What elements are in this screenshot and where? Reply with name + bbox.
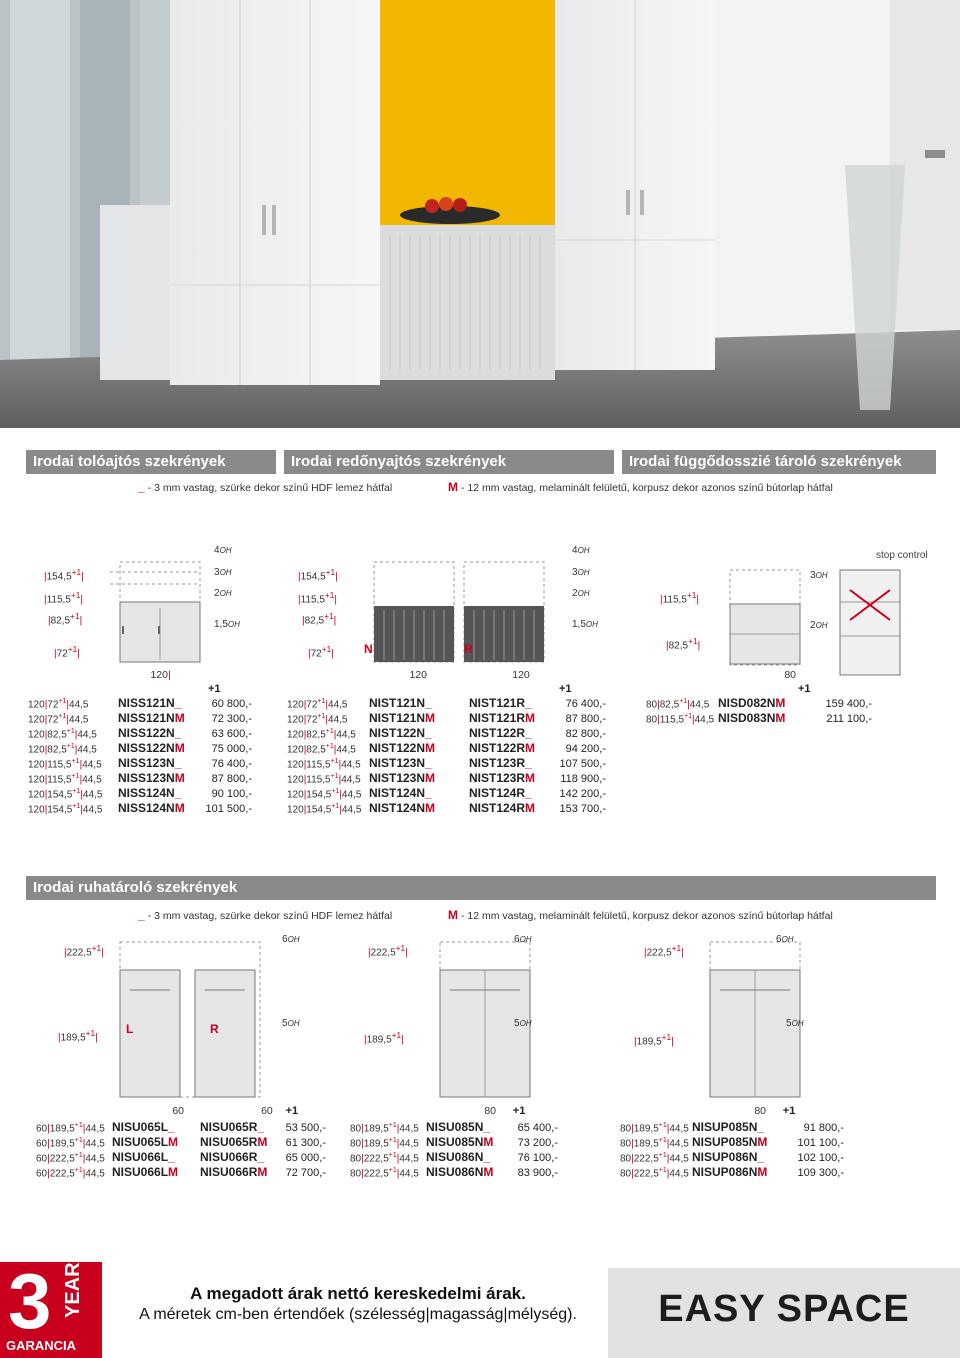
row-dimension: $120|82,5^{+1}|44,5$ [287, 743, 356, 756]
product-code: NIST122N_ [369, 726, 432, 741]
oh-5-2-num: 5 [514, 1018, 520, 1029]
dim-h189-1: $|189,5^{+1}|$ [58, 1028, 98, 1044]
product-code: NISUP086N_ [692, 1150, 765, 1165]
product-code: NIST123RM [469, 771, 536, 786]
row-dimension: $120|115,5^{+1}|44,5$ [28, 773, 102, 786]
table-row [350, 1133, 610, 1148]
product-code: NIST124NM [369, 801, 436, 816]
diagram-wardrobe-80p [630, 930, 830, 1100]
price: 211 100,- [826, 713, 872, 726]
product-code: NISS121NM [118, 711, 185, 726]
dim-h82-2-text: 82,5 [304, 615, 325, 627]
dim-h115-3-text: 115,5 [662, 594, 687, 606]
dim-h222-2-text: 222,5 [370, 947, 396, 959]
dim-h115-2: $|115,5^{+1}|$ [298, 590, 338, 606]
oh-4-1-num: 4 [214, 545, 220, 556]
diagram-wardrobe-60 [50, 930, 310, 1100]
row-dimension: $120|115,5^{+1}|44,5$ [287, 773, 361, 786]
product-code: NISU066LM [112, 1165, 179, 1180]
oh-3-1-num: 3 [214, 567, 220, 578]
product-code: NISD082NM [718, 696, 786, 711]
table-filing-col: +1 [798, 683, 811, 695]
price: 153 700,- [559, 803, 606, 816]
section-header-wardrobe: Irodai ruhatároló szekrények [26, 876, 936, 900]
dim-h82-2: $|82,5^{+1}|$ [302, 611, 337, 627]
legend-hdf-text: - 3 mm vastag, szürke dekor színű HDF lemez hátfal [147, 482, 393, 494]
price: 76 400,- [565, 698, 606, 711]
price: 94 200,- [565, 743, 606, 756]
table-tambour [287, 668, 617, 814]
product-code: NISU065R_ [200, 1120, 265, 1135]
legend-melamine-2 [448, 908, 833, 922]
row-dimension: $120|154,5^{+1}|44,5$ [287, 788, 362, 801]
oh-3-3-suffix: OH [815, 571, 828, 580]
table-row [646, 709, 946, 724]
row-dimension: $120|82,5^{+1}|44,5$ [28, 743, 97, 756]
product-code: NIST122R_ [469, 726, 532, 741]
oh-6-3 [776, 934, 794, 945]
table-tambour-width-n: 120 [409, 669, 427, 681]
table-w3-width: 80 [754, 1105, 766, 1117]
price: 73 200,- [517, 1137, 558, 1150]
oh-3-1-suffix: OH [219, 568, 232, 577]
row-dimension: $120|82,5^{+1}|44,5$ [287, 728, 356, 741]
price: 65 400,- [517, 1122, 558, 1135]
oh-5-2 [514, 1018, 532, 1029]
legend-hdf-2 [138, 908, 392, 922]
table-row [287, 739, 617, 754]
product-code: NISU065L_ [112, 1120, 175, 1135]
oh-4-1 [214, 545, 232, 556]
product-code: NISU065RM [200, 1135, 268, 1150]
table-row [350, 1118, 610, 1133]
product-code: NISS122NM [118, 741, 185, 756]
oh-3-2 [572, 567, 590, 578]
dim-h189-3: $|189,5^{+1}|$ [634, 1032, 674, 1048]
section-header-tambour: Irodai redőnyajtós szekrények [284, 450, 614, 474]
product-code: NISUP085N_ [692, 1120, 765, 1135]
table-sliding-width: 120 [150, 669, 168, 681]
oh-2-2-num: 2 [572, 588, 578, 599]
price: 118 900,- [560, 773, 606, 786]
price: 159 400,- [825, 698, 872, 711]
table-sliding-col: +1 [208, 683, 221, 695]
table-row [28, 709, 278, 724]
price: 61 300,- [285, 1137, 326, 1150]
row-dimension: $120|72^{+1}|44,5$ [28, 713, 89, 726]
product-code: NIST123NM [369, 771, 436, 786]
row-dimension: $120|72^{+1}|44,5$ [287, 698, 348, 711]
product-code: NISS123N_ [118, 756, 182, 771]
dim-h154-1: $|154,5^{+1}|$ [44, 567, 84, 583]
product-code: NISU086N_ [426, 1150, 491, 1165]
brand-name: EASY SPACE [658, 1288, 910, 1330]
product-code: NIST124R_ [469, 786, 532, 801]
dim-h222-1-text: 222,5 [66, 947, 92, 959]
row-dimension: $60|189,5^{+1}|44,5$ [36, 1137, 105, 1150]
legend-m-text: - 12 mm vastag, melaminált felületű, korpusz dekor azonos színű bútorlap hátfal [461, 482, 833, 494]
table-row [28, 754, 278, 769]
table-row [36, 1133, 346, 1148]
oh-5-1 [282, 1018, 300, 1029]
product-code: NISD083NM [718, 711, 786, 726]
price: 90 100,- [211, 788, 252, 801]
dim-h82-3: $|82,5^{+1}|$ [666, 636, 701, 652]
table-row [287, 709, 617, 724]
label-n: N [364, 642, 373, 656]
table-row [350, 1163, 610, 1178]
product-code: NIST121NM [369, 711, 436, 726]
footer-line1: A megadott árak nettó kereskedelmi árak. [190, 1284, 526, 1303]
legend-hdf-2-text: - 3 mm vastag, szürke dekor színű HDF lemez hátfal [147, 910, 393, 922]
dim-h189-3-text: 189,5 [636, 1036, 662, 1048]
oh-15-1 [214, 619, 240, 630]
table-row [350, 1148, 610, 1163]
table-w1-width-r: 60 [261, 1105, 273, 1117]
table-tambour-width-r: 120 [512, 669, 530, 681]
oh-6-1 [282, 934, 300, 945]
stop-control-label: stop control [876, 550, 928, 561]
table-wardrobe3 [620, 1104, 920, 1178]
row-dimension: $60|189,5^{+1}|44,5$ [36, 1122, 105, 1135]
hero-photo [0, 0, 960, 428]
table-w1-width-l: 60 [172, 1105, 184, 1117]
table-row [646, 694, 946, 709]
table-row [287, 769, 617, 784]
table-row [620, 1118, 920, 1133]
row-dimension: $80|222,5^{+1}|44,5$ [350, 1167, 419, 1180]
product-code: NISS122N_ [118, 726, 182, 741]
row-dimension: $80|189,5^{+1}|44,5$ [350, 1122, 419, 1135]
diagram-wardrobe-80 [360, 930, 560, 1100]
row-dimension: $120|154,5^{+1}|44,5$ [28, 803, 103, 816]
product-code: NISS123NM [118, 771, 185, 786]
product-code: NISU066RM [200, 1165, 268, 1180]
row-dimension: $80|189,5^{+1}|44,5$ [620, 1137, 689, 1150]
table-filing [646, 668, 946, 724]
oh-3-2-num: 3 [572, 567, 578, 578]
oh-15-2 [572, 619, 598, 630]
table-tambour-col: +1 [559, 683, 572, 695]
table-sliding-header: 120| [28, 668, 278, 682]
row-dimension: $80|222,5^{+1}|44,5$ [350, 1152, 419, 1165]
dim-h222-2: $|222,5^{+1}|$ [368, 943, 408, 959]
product-code: NIST124N_ [369, 786, 432, 801]
price: 101 100,- [797, 1137, 844, 1150]
table-row [287, 724, 617, 739]
oh-2-2 [572, 588, 590, 599]
dim-h189-2: $|189,5^{+1}|$ [364, 1030, 404, 1046]
dim-h115-2-text: 115,5 [300, 594, 325, 606]
oh-5-3-suffix: OH [791, 1019, 804, 1028]
label-r: R [464, 642, 473, 656]
oh-2-1-suffix: OH [219, 589, 232, 598]
row-dimension: $120|154,5^{+1}|44,5$ [28, 788, 103, 801]
footer-line2: A méretek cm-ben értendőek (szélesség|magasság|mélység). [139, 1306, 577, 1323]
dim-h82-1: $|82,5^{+1}|$ [48, 611, 83, 627]
table-row [28, 724, 278, 739]
price: 91 800,- [803, 1122, 844, 1135]
price: 76 400,- [211, 758, 252, 771]
price: 63 600,- [211, 728, 252, 741]
legend-melamine [448, 480, 833, 494]
oh-3-3 [810, 570, 828, 581]
price: 107 500,- [559, 758, 606, 771]
table-w2-width: 80 [484, 1105, 496, 1117]
oh-5-2-suffix: OH [519, 1019, 532, 1028]
row-dimension: $80|82,5^{+1}|44,5$ [646, 698, 710, 711]
dim-h222-3: $|222,5^{+1}|$ [644, 943, 684, 959]
row-dimension: $80|115,5^{+1}|44,5$ [646, 713, 715, 726]
oh-2-3 [810, 620, 828, 631]
legend-m-2-text: - 12 mm vastag, melaminált felületű, korpusz dekor azonos színű bútorlap hátfal [461, 910, 833, 922]
product-code: NIST121N_ [369, 696, 432, 711]
diagram-sliding [30, 540, 280, 680]
table-row [28, 799, 278, 814]
product-code: NISU085NM [426, 1135, 494, 1150]
row-dimension: $80|189,5^{+1}|44,5$ [620, 1122, 689, 1135]
table-row [36, 1118, 346, 1133]
oh-4-2-suffix: OH [577, 546, 590, 555]
oh-15-2-suffix: OH [585, 620, 598, 629]
table-row [28, 769, 278, 784]
section-header-sliding: Irodai tolóajtós szekrények [26, 450, 276, 474]
oh-6-3-num: 6 [776, 934, 782, 945]
table-row [620, 1163, 920, 1178]
oh-15-1-suffix: OH [227, 620, 240, 629]
dim-h72-1: $|72^{+1}|$ [54, 644, 80, 660]
product-code: NISUP085NM [692, 1135, 768, 1150]
table-wardrobe1 [36, 1104, 346, 1178]
table-sliding [28, 668, 278, 814]
diagram-filing [640, 540, 940, 680]
product-code: NISS121N_ [118, 696, 182, 711]
table-w1-col: +1 [285, 1105, 299, 1117]
table-row [287, 799, 617, 814]
oh-2-2-suffix: OH [577, 589, 590, 598]
dim-h82-3-text: 82,5 [668, 640, 689, 652]
product-code: NISU085N_ [426, 1120, 491, 1135]
product-code: NISU086NM [426, 1165, 494, 1180]
oh-3-3-num: 3 [810, 570, 816, 581]
product-code: NIST123R_ [469, 756, 532, 771]
oh-6-2-suffix: OH [519, 935, 532, 944]
row-dimension: $120|82,5^{+1}|44,5$ [28, 728, 97, 741]
oh-6-2 [514, 934, 532, 945]
row-dimension: $60|222,5^{+1}|44,5$ [36, 1152, 105, 1165]
price: 60 800,- [211, 698, 252, 711]
oh-4-1-suffix: OH [219, 546, 232, 555]
legend-m-2-symbol: M [448, 908, 458, 922]
table-w3-col: +1 [782, 1105, 796, 1117]
dim-h154-1-text: 154,5 [46, 571, 72, 583]
row-dimension: $120|154,5^{+1}|44,5$ [287, 803, 362, 816]
legend-hdf-2-symbol: _ [138, 908, 145, 922]
oh-5-3 [786, 1018, 804, 1029]
legend-hdf [138, 480, 392, 494]
product-code: NIST122NM [369, 741, 436, 756]
price: 82 800,- [565, 728, 606, 741]
dim-h189-2-text: 189,5 [366, 1034, 392, 1046]
row-dimension: $60|222,5^{+1}|44,5$ [36, 1167, 105, 1180]
price: 65 000,- [285, 1152, 326, 1165]
dim-h222-1: $|222,5^{+1}|$ [64, 943, 104, 959]
oh-4-2-num: 4 [572, 545, 578, 556]
price: 72 300,- [211, 713, 252, 726]
dim-h115-3: $|115,5^{+1}|$ [660, 590, 700, 606]
price: 101 500,- [205, 803, 252, 816]
oh-2-3-suffix: OH [815, 621, 828, 630]
brand-box [608, 1268, 960, 1358]
dim-h115-1-text: 115,5 [46, 594, 71, 606]
product-code: NISU066L_ [112, 1150, 175, 1165]
price: 72 700,- [285, 1167, 326, 1180]
price: 75 000,- [211, 743, 252, 756]
oh-2-3-num: 2 [810, 620, 816, 631]
table-w2-col: +1 [512, 1105, 526, 1117]
dim-h72-2-text: 72 [310, 648, 322, 660]
row-dimension: $80|189,5^{+1}|44,5$ [350, 1137, 419, 1150]
table-row [36, 1148, 346, 1163]
badge-number: 3 [8, 1257, 52, 1345]
dim-h72-1-text: 72 [56, 648, 68, 660]
oh-6-1-suffix: OH [287, 935, 300, 944]
table-filing-width: 80 [784, 669, 796, 681]
price: 102 100,- [797, 1152, 844, 1165]
price: 87 800,- [211, 773, 252, 786]
table-row [287, 694, 617, 709]
dim-h154-2: $|154,5^{+1}|$ [298, 567, 338, 583]
warranty-badge [0, 1257, 102, 1358]
table-row [28, 739, 278, 754]
product-code: NIST122RM [469, 741, 536, 756]
table-wardrobe2 [350, 1104, 610, 1178]
oh-2-1 [214, 588, 232, 599]
price: 142 200,- [559, 788, 606, 801]
row-dimension: $120|72^{+1}|44,5$ [287, 713, 348, 726]
oh-5-1-num: 5 [282, 1018, 288, 1029]
dim-h154-2-text: 154,5 [300, 571, 326, 583]
table-row [620, 1148, 920, 1163]
row-dimension: $120|115,5^{+1}|44,5$ [28, 758, 102, 771]
section-header-filing: Irodai függődosszié tároló szekrények [622, 450, 936, 474]
oh-3-1 [214, 567, 232, 578]
oh-15-1-num: 1,5 [214, 619, 228, 630]
dim-h82-1-text: 82,5 [50, 615, 71, 627]
oh-5-3-num: 5 [786, 1018, 792, 1029]
row-dimension: $80|222,5^{+1}|44,5$ [620, 1167, 689, 1180]
table-row [36, 1163, 346, 1178]
oh-2-1-num: 2 [214, 588, 220, 599]
table-row [287, 754, 617, 769]
oh-4-2 [572, 545, 590, 556]
badge-year: YEAR [62, 1262, 84, 1318]
row-dimension: $120|72^{+1}|44,5$ [28, 698, 89, 711]
product-code: NISS124NM [118, 801, 185, 816]
dim-h222-3-text: 222,5 [646, 947, 672, 959]
product-code: NIST121R_ [469, 696, 532, 711]
oh-6-3-suffix: OH [781, 935, 794, 944]
label-r-2: R [210, 1022, 219, 1036]
dim-h72-2: $|72^{+1}|$ [308, 644, 334, 660]
product-code: NISU065LM [112, 1135, 179, 1150]
row-dimension: $80|222,5^{+1}|44,5$ [620, 1152, 689, 1165]
oh-6-1-num: 6 [282, 934, 288, 945]
table-row [28, 784, 278, 799]
oh-3-2-suffix: OH [577, 568, 590, 577]
dim-h189-1-text: 189,5 [60, 1032, 86, 1044]
footer-note [128, 1284, 588, 1324]
product-code: NISU066R_ [200, 1150, 265, 1165]
table-row [620, 1133, 920, 1148]
price: 83 900,- [517, 1167, 558, 1180]
product-code: NISS124N_ [118, 786, 182, 801]
oh-15-2-num: 1,5 [572, 619, 586, 630]
oh-6-2-num: 6 [514, 934, 520, 945]
table-row [28, 694, 278, 709]
product-code: NIST124RM [469, 801, 536, 816]
product-code: NIST123N_ [369, 756, 432, 771]
oh-5-1-suffix: OH [287, 1019, 300, 1028]
price: 76 100,- [517, 1152, 558, 1165]
legend-m-symbol: M [448, 480, 458, 494]
label-l: L [126, 1022, 134, 1036]
legend-hdf-symbol: _ [138, 480, 145, 494]
row-dimension: $120|115,5^{+1}|44,5$ [287, 758, 361, 771]
diagram-tambour [284, 540, 614, 680]
table-row [287, 784, 617, 799]
product-code: NISUP086NM [692, 1165, 768, 1180]
price: 53 500,- [285, 1122, 326, 1135]
price: 109 300,- [797, 1167, 844, 1180]
badge-garancia: GARANCIA [6, 1338, 77, 1353]
dim-h115-1: $|115,5^{+1}|$ [44, 590, 84, 606]
price: 87 800,- [565, 713, 606, 726]
product-code: NIST121RM [469, 711, 536, 726]
